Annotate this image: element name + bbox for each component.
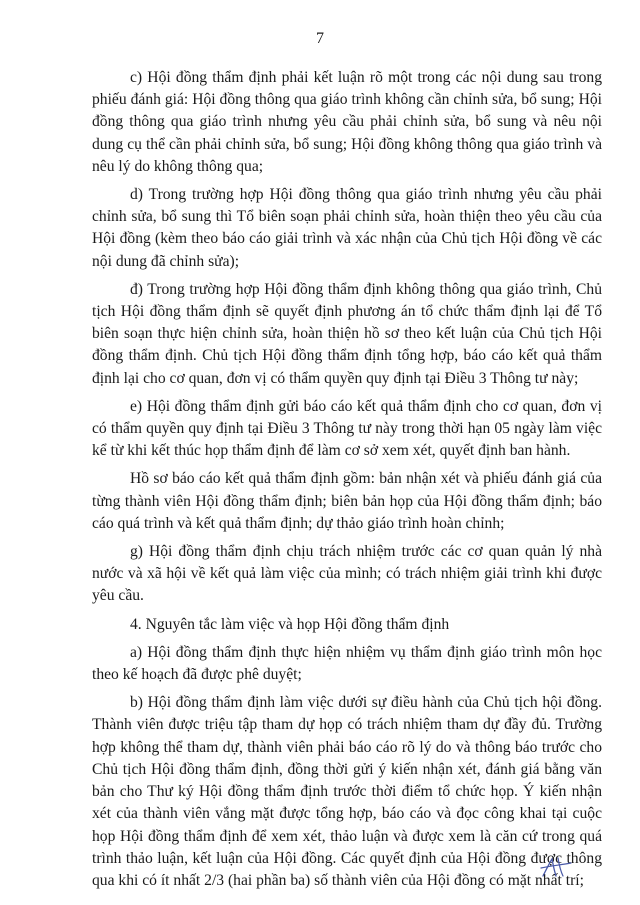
initial-signature [538, 854, 574, 882]
paragraph-g: g) Hội đồng thẩm định chịu trách nhiệm trước các cơ quan quản lý nhà nước và xã hội về kết quả làm việc của mình; có trách nhiệm giải trình khi được yêu cầu. [92, 543, 602, 605]
paragraph-d: d) Trong trường hợp Hội đồng thông qua giáo trình nhưng yêu cầu phải chỉnh sửa, bổ sung thì Tổ biên soạn phải chỉnh sửa, hoàn thiện theo yêu cầu của Hội đồng (kèm theo báo cáo giải trình và xác nhận của Chủ tịch Hội đồng về các nội dung đã chỉnh sửa); [92, 186, 602, 270]
paragraph-b: b) Hội đồng thẩm định làm việc dưới sự điều hành của Chủ tịch hội đồng. Thành viên được triệu tập tham dự họp có trách nhiệm tham dự đầy đủ. Trường hợp không thể tham dự, thành viên phải báo cáo rõ lý do và thông báo trước cho Chủ tịch Hội đồng thẩm định, đồng thời gửi ý kiến nhận xét, đánh giá bằng văn bản cho Thư ký Hội đồng thẩm định trước thời điểm tổ chức họp. Ý kiến nhận xét của thành viên vắng mặt được tổng hợp, báo cáo và đọc công khai tại cuộc họp Hội đồng thẩm định để xem xét, thảo luận và được xem là căn cứ trong quá trình thảo luận, kết luận của Hội đồng. Các quyết định của Hội đồng được thông qua khi có ít nhất 2/3 (hai phần ba) số thành viên của Hội đồng có mặt nhất trí; [92, 694, 602, 889]
paragraph-dd: đ) Trong trường hợp Hội đồng thẩm định không thông qua giáo trình, Chủ tịch Hội đồng thẩm định sẽ quyết định phương án tổ chức thẩm định lại để Tổ biên soạn thực hiện chỉnh sửa, hoàn thiện hồ sơ theo kết luận của Chủ tịch Hội đồng thẩm định. Chủ tịch Hội đồng thẩm định tổng hợp, báo cáo kết quả thẩm định lại cho cơ quan, đơn vị có thẩm quyền quy định tại Điều 3 Thông tư này; [92, 280, 602, 387]
paragraph-c: c) Hội đồng thẩm định phải kết luận rõ một trong các nội dung sau trong phiếu đánh giá: Hội đồng thông qua giáo trình không cần chỉnh sửa, bổ sung; Hội đồng thông qua giáo trình nhưng yêu cầu phải chỉnh sửa, bổ sung và nêu nội dung cụ thể cần phải chỉnh sửa, bổ sung; Hội đồng không thông qua giáo trình và nêu lý do không thông qua; [92, 69, 602, 175]
paragraph-e: e) Hội đồng thẩm định gửi báo cáo kết quả thẩm định cho cơ quan, đơn vị có thẩm quyền quy định tại Điều 3 Thông tư này trong thời hạn 05 ngày làm việc kể từ khi kết thúc họp thẩm định để làm cơ sở xem xét, quyết định ban hành. [92, 397, 602, 460]
document-body [92, 67, 602, 898]
paragraph-dossier: Hồ sơ báo cáo kết quả thẩm định gồm: bản nhận xét và phiếu đánh giá của từng thành viên Hội đồng thẩm định; biên bản họp của Hội đồng thẩm định; báo cáo quá trình và kết quả thẩm định; dự thảo giáo trình hoàn chỉnh; [92, 470, 602, 532]
section-heading-4: 4. Nguyên tắc làm việc và họp Hội đồng thẩm định [130, 615, 450, 633]
page-number: 7 [316, 30, 324, 47]
paragraph-a: a) Hội đồng thẩm định thực hiện nhiệm vụ thẩm định giáo trình môn học theo kế hoạch đã được phê duyệt; [92, 643, 602, 684]
